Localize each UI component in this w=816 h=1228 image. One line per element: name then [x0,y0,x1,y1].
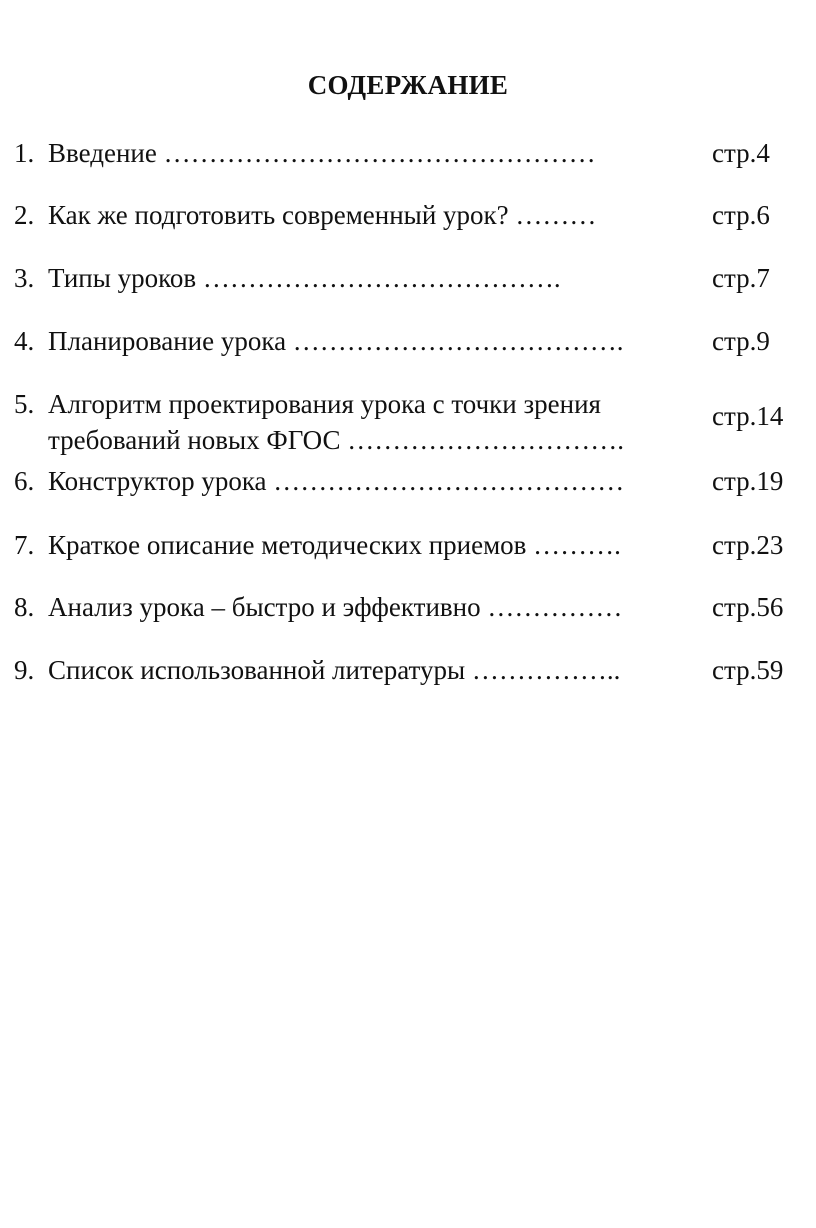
toc-item-title [48,589,688,625]
toc-item-title [48,323,688,359]
toc-item-page: стр.56 [712,592,784,622]
toc-item-title-line: Как же подготовить современный урок? ……… [48,200,597,230]
page-title: СОДЕРЖАНИЕ [307,70,509,100]
toc-item-title [48,197,688,233]
toc-item-number: 5. [14,389,35,419]
toc-item-title [48,260,688,296]
toc-item-title [48,135,688,171]
toc-item-page: стр.23 [712,530,784,560]
toc-item-number: 8. [14,592,35,622]
toc-item-page: стр.14 [712,401,784,431]
toc-item-number: 9. [14,655,35,685]
toc-item-title-line: Конструктор урока ………………………………… [48,466,625,496]
toc-item-title [48,463,688,499]
toc-item-title-line: Краткое описание методических приемов ………. [48,530,621,560]
toc-item-title-line: требований новых ФГОС …………………………. [48,425,625,455]
toc-item-page: стр.59 [712,655,784,685]
toc-item-title [48,527,688,563]
toc-item-title-line: Список использованной литературы …………….. [48,655,621,685]
toc-item-title-line: Введение ………………………………………… [48,138,596,168]
toc-item-page: стр.7 [712,263,770,293]
toc-item-page: стр.4 [712,138,770,168]
toc-item-page: стр.6 [712,200,770,230]
toc-item-title-line: Анализ урока – быстро и эффективно …………… [48,592,623,622]
toc-item-number: 7. [14,530,35,560]
toc-item-title-line: Планирование урока ………………………………. [48,326,624,356]
toc-item-number: 1. [14,138,35,168]
toc-item-number: 4. [14,326,35,356]
toc-item-title-line: Алгоритм проектирования урока с точки зрения [48,389,601,419]
toc-item-page: стр.19 [712,466,784,496]
toc-item-title [48,652,688,688]
toc-item-title-line: Типы уроков …………………………………. [48,263,561,293]
toc-item-number: 6. [14,466,35,496]
toc-item-title [48,386,688,458]
toc-item-page: стр.9 [712,326,770,356]
toc-item-number: 3. [14,263,35,293]
toc-item-number: 2. [14,200,35,230]
